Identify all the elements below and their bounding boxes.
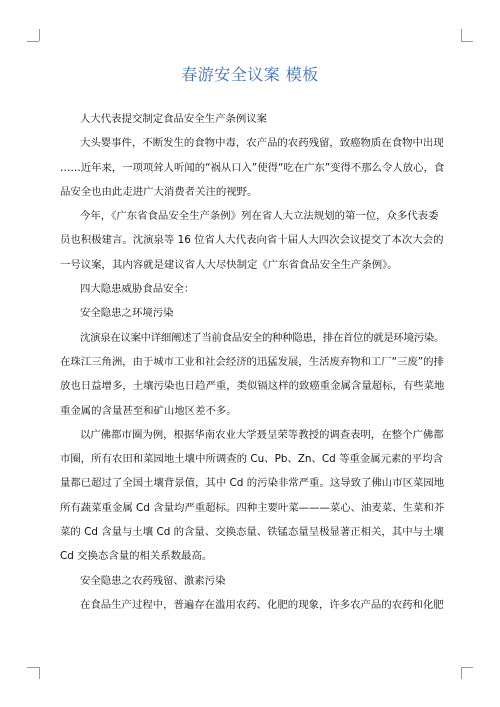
text-line: 量都已超过了全国土壤背景值，其中 Cd 的污染非常严重。这导致了佛山市区菜园地 [60,477,445,490]
crop-mark-top-right-h [461,41,473,42]
crop-mark-bottom-left-h [27,667,39,668]
text-line: 菜的 Cd 含量与土壤 Cd 的含量、交换态量、铁锰态量呈极显著正相关，其中与土壤 [60,526,444,539]
text-line: 在食品生产过程中，普遍存在滥用农药、化肥的现象，许多农产品的农药和化肥 [80,598,444,611]
section-heading: 安全隐患之环境污染 [80,307,174,320]
text-line: 今年，《广东省食品安全生产条例》列在省人大立法规划的第一位，众多代表委 [80,210,439,223]
crop-mark-top-left-h [27,41,39,42]
section-heading: 安全隐患之农药残留、激素污染 [80,574,226,587]
text-line: 以广佛都市圈为例，根据华南农业大学聂呈荣等教授的调查表明，在整个广佛都 [80,428,444,441]
crop-mark-bottom-left-v [39,667,40,679]
crop-mark-top-right-v [461,29,462,41]
text-line: ……近年来，一项项耸人听闻的“祸从口入”使得“吃在广东”变得不那么令人放心，食 [60,161,445,174]
text-line: 放也日益增多，土壤污染也日趋严重，类似镉这样的致癌重金属含量超标，有些菜地 [60,380,445,393]
text-line: 市圈，所有农田和菜园地土壤中所调查的 Cu、Pb、Zn、Cd 等重金属元素的平均含 [60,453,443,466]
text-line: 在珠江三角洲，由于城市工业和社会经济的迅猛发展，生活废弃物和工厂“三废”的排 [60,355,444,368]
document-title: 春游安全议案 模板 [181,65,319,84]
text-line: 所有蔬菜重金属 Cd 含量均严重超标。四种主要叶菜———菜心、油麦菜、生菜和芥 [60,501,445,514]
text-line: 大头婴事件，不断发生的食物中毒，农产品的农药残留，致癌物质在食物中出现 [80,137,444,150]
text-line: 人大代表提交制定食品安全生产条例议案 [80,113,268,125]
text-line: 员也积极建言。沈演泉等 16 位省人大代表向省十届人大四次会议提交了本次大会的 [60,234,444,247]
text-line: Cd 交换态含量的相关系数最高。 [60,550,213,563]
text-line: 品安全也由此走进广大消费者关注的视野。 [60,185,258,198]
crop-mark-bottom-right-v [461,667,462,679]
crop-mark-top-left-v [39,29,40,41]
text-line: 沈演泉在议案中详细阐述了当前食品安全的种种隐患，排在首位的就是环境污染。 [80,331,445,344]
document-body [60,107,444,617]
crop-mark-bottom-right-h [461,667,473,668]
text-line: 一号议案，其内容就是建议省人大尽快制定《广东省食品安全生产条例》。 [60,258,398,271]
text-line: 重金属的含量甚至和矿山地区差不多。 [60,404,237,417]
section-heading: 四大隐患威胁食品安全： [80,283,195,296]
